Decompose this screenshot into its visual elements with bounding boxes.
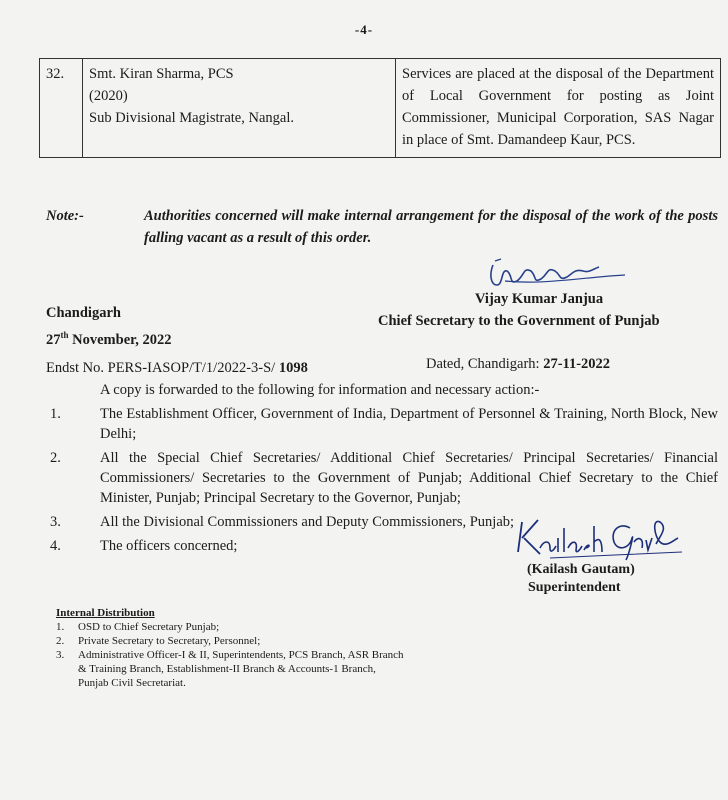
note-block	[46, 205, 718, 249]
serial-number: 32.	[40, 59, 83, 158]
posting-order: Services are placed at the disposal of the Department of Local Government for posting as Joint Commissioner, Municipal Corporation, SAS Nagar in place of Smt. Damandeep Kaur, PCS.	[396, 59, 721, 158]
list-item: 1. OSD to Chief Secretary Punjab;	[56, 621, 220, 633]
page-number: -4-	[354, 22, 374, 37]
issue-date: 27th November, 2022	[46, 330, 172, 348]
list-item: 2. All the Special Chief Secretaries/ Additional Chief Secretaries/ Principal Secretaries/ Financial Commissioners/ Secretaries to the Government of Punjab; Additional Chief Secretary to the Chief Minister, Punjab; Principal Secretary to the Governor, Punjab;	[50, 450, 718, 506]
signatory-name: Vijay Kumar Janjua	[475, 291, 604, 307]
note-text: Authorities concerned will make internal arrangement for the disposal of the work of the posts falling vacant as a result of this order.	[144, 208, 718, 246]
list-item: 3. Administrative Officer-I & II, Superintendents, PCS Branch, ASR Branch & Training Branch, Establishment-II Branch & Accounts-1 Branch, Punjab Civil Secretariat.	[56, 649, 404, 689]
signatory-designation: Chief Secretary to the Government of Punjab	[378, 313, 660, 329]
issue-place: Chandigarh	[46, 305, 121, 321]
officer-name: Smt. Kiran Sharma, PCS	[89, 66, 234, 82]
signature-gautam	[510, 508, 690, 568]
list-item: 1. The Establishment Officer, Government of India, Department of Personnel & Training, North Block, New Delhi;	[50, 406, 718, 442]
endorsement-date: Dated, Chandigarh: 27-11-2022	[426, 356, 611, 372]
officer-current-post: Sub Divisional Magistrate, Nangal.	[89, 110, 294, 126]
endorsement-number: Endst No. PERS-IASOP/T/1/2022-3-S/ 1098	[46, 360, 308, 376]
note-label: Note:-	[46, 208, 84, 224]
superintendent-designation: Superintendent	[528, 580, 621, 595]
table-row	[40, 59, 721, 158]
posting-table	[39, 58, 721, 158]
officer-batch: (2020)	[89, 88, 128, 104]
officer-details	[83, 59, 396, 158]
internal-distribution-title: Internal Distribution	[56, 607, 155, 619]
forward-intro: A copy is forwarded to the following for information and necessary action:-	[100, 382, 540, 398]
list-item: 4. The officers concerned;	[50, 538, 238, 554]
list-item: 2. Private Secretary to Secretary, Personnel;	[56, 635, 261, 647]
list-item: 3. All the Divisional Commissioners and Deputy Commissioners, Punjab;	[50, 514, 515, 530]
internal-distribution	[56, 606, 408, 690]
superintendent-name: (Kailash Gautam)	[527, 562, 635, 577]
issue-place-date	[46, 302, 171, 351]
